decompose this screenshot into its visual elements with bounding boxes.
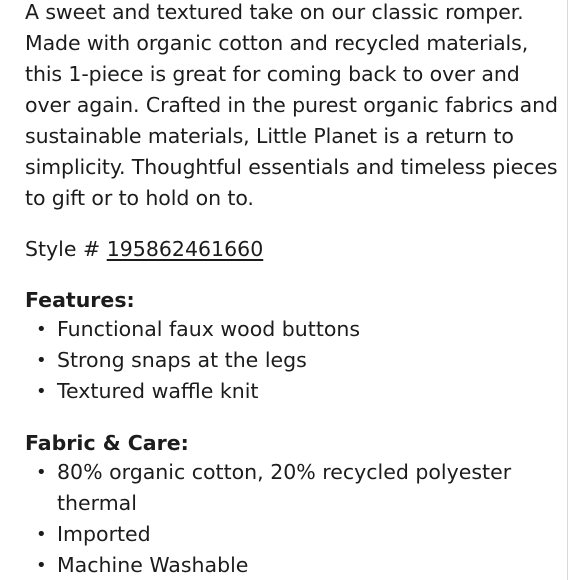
features-heading: Features: (25, 288, 135, 312)
style-number-link[interactable]: 195862461660 (106, 237, 264, 261)
list-item: • 80% organic cotton, 20% recycled polyester thermal (25, 457, 545, 519)
style-number-line (25, 234, 263, 265)
list-item: • Functional faux wood buttons (25, 314, 545, 345)
fabric-care-list (25, 457, 545, 580)
list-item: • Strong snaps at the legs (25, 345, 545, 376)
list-item: • Textured waffle knit (25, 376, 545, 407)
style-label: Style # (25, 237, 101, 261)
scrollbar-track[interactable] (567, 0, 580, 580)
fabric-care-heading: Fabric & Care: (25, 431, 189, 455)
product-description: A sweet and textured take on our classic romper. Made with organic cotton and recycled materials, this 1-piece is great for coming back to over and over again. Crafted in the purest organic fabrics and sustainable materials, Little Planet is a return to simplicity. Thoughtful essentials and timeless pieces to gift or to hold on to. (25, 0, 558, 210)
features-list (25, 314, 545, 407)
list-item: • Imported (25, 519, 545, 550)
list-item: • Machine Washable (25, 550, 545, 580)
